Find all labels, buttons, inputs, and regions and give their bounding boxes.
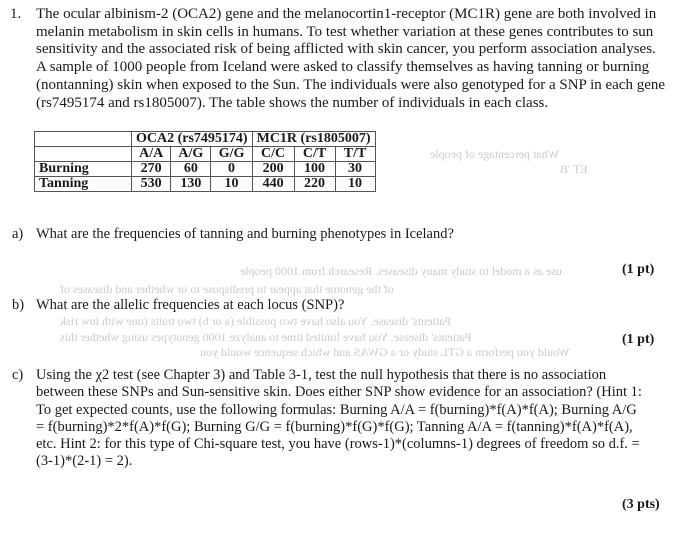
table-row (35, 177, 376, 192)
table-cell: 30 (335, 162, 375, 177)
bleed-through-text: What percentage of people (430, 147, 559, 161)
table-group-header: OCA2 (rs7495174) (132, 132, 253, 147)
part-question-line: Using the χ2 test (see Chapter 3) and Table 3-1, test the null hypothesis that there is no association (36, 367, 607, 383)
table-genotype-header: C/T (294, 147, 335, 162)
table-corner-cell (35, 147, 132, 162)
part-label: c) (12, 367, 24, 383)
table-genotype-row (35, 147, 376, 162)
table-group-header: MC1R (rs1805007) (252, 132, 375, 147)
intro-line: (nontanning) skin when exposed to the Sun. The individuals were also genotyped for a SNP in each gene (36, 76, 666, 93)
bleed-through-text: of the genome that appear to predispose to or whether and diseases of (60, 282, 394, 296)
table-row (35, 162, 376, 177)
table-row-label: Burning (35, 162, 132, 177)
table-cell: 100 (294, 162, 335, 177)
table-corner-cell (35, 132, 132, 147)
part-question-line: between these SNPs and Sun-sensitive skin. Does either SNP show evidence for an association? (Hint 1: (36, 384, 642, 401)
table-cell: 270 (132, 162, 171, 177)
bleed-through-text: ET 'B (560, 162, 588, 176)
part-question: What are the allelic frequencies at each locus (SNP)? (36, 297, 345, 313)
table-cell: 10 (211, 177, 252, 192)
bleed-through-text: Patients' disease. You have limited time to analyze 1000 genotypes using whether this (60, 330, 472, 344)
table-group-header-row (35, 132, 376, 147)
intro-line: sensitivity and the associated risk of being afflicted with skin cancer, you perform association analyses. (36, 41, 656, 58)
table-cell: 10 (335, 177, 375, 192)
intro-line: A sample of 1000 people from Iceland were asked to classify themselves as having tanning or burning (36, 59, 650, 76)
table-cell: 220 (294, 177, 335, 192)
points-label: (1 pt) (622, 332, 655, 347)
bleed-through-text: Patients' disease. You also have two possible (a or b) two traits (one with low risk (60, 314, 452, 328)
table-cell: 60 (171, 162, 211, 177)
bleed-through-text: Would you perform a GTL study or a GWAS and which sequence would you (200, 345, 570, 359)
part-question-line: To get expected counts, use the following formulas: Burning A/A = f(burning)*f(A)*f(A); Burning A/G (36, 401, 637, 418)
part-question: What are the frequencies of tanning and burning phenotypes in Iceland? (36, 226, 454, 242)
points-label: (1 pt) (622, 262, 655, 277)
part-label: b) (12, 297, 25, 313)
intro-line: (rs7495174 and rs1805007). The table shows the number of individuals in each class. (36, 94, 549, 111)
points-label: (3 pts) (622, 497, 660, 512)
table-cell: 440 (252, 177, 294, 192)
table-genotype-header: C/C (252, 147, 294, 162)
genotype-table (34, 131, 376, 192)
question-number: 1. (10, 6, 22, 22)
bleed-through-text: use as a model to study many diseases. Research from 1000 people (240, 264, 562, 278)
table-row-label: Tanning (35, 177, 132, 192)
intro-line: melanin metabolism in skin cells in humans. To test whether variation at these genes contributes to sun (36, 23, 654, 40)
table-cell: 130 (171, 177, 211, 192)
part-question-line: etc. Hint 2: for this type of Chi-square test, you have (rows-1)*(columns-1) degrees of freedom so d.f. = (36, 436, 640, 453)
part-label: a) (12, 226, 24, 242)
table-cell: 200 (252, 162, 294, 177)
table-cell: 530 (132, 177, 171, 192)
table-genotype-header: A/A (132, 147, 171, 162)
intro-line: The ocular albinism-2 (OCA2) gene and the melanocortin1-receptor (MC1R) gene are both involved in (36, 6, 657, 22)
part-question (36, 367, 642, 471)
question-intro (36, 6, 676, 112)
part-question-line: (3-1)*(2-1) = 2). (36, 453, 133, 470)
table-genotype-header: T/T (335, 147, 375, 162)
part-question-line: = f(burning)*2*f(A)*f(G); Burning G/G = f(burning)*f(G)*f(G); Tanning A/A = f(tanning)*f(A)*f(A), (36, 418, 633, 435)
table-genotype-header: G/G (211, 147, 252, 162)
table-genotype-header: A/G (171, 147, 211, 162)
table-cell: 0 (211, 162, 252, 177)
